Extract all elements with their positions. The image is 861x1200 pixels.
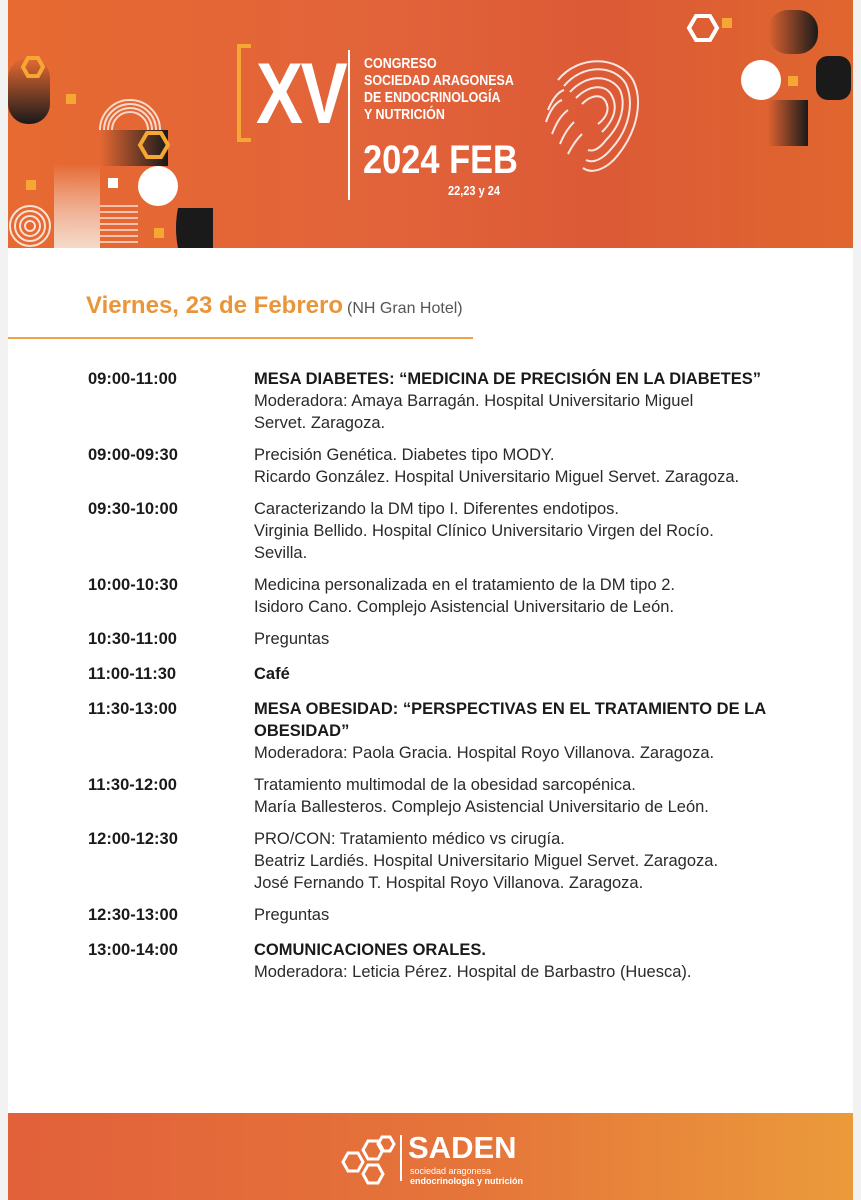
logo-name: SADEN (408, 1130, 517, 1165)
session-details (254, 663, 828, 685)
session-time: 11:30-12:00 (88, 776, 177, 794)
session-title: MESA DIABETES: “MEDICINA DE PRECISIÓN EN LA DIABETES” (254, 370, 761, 388)
fingerprint-map-graphic (538, 50, 648, 180)
day-heading (86, 292, 463, 320)
session-title: Caracterizando la DM tipo I. Diferentes endotipos. (254, 500, 620, 518)
session-details (254, 904, 828, 926)
heading-divider (8, 337, 473, 339)
session-details (254, 939, 828, 983)
schedule-row (88, 904, 828, 926)
decorative-pattern-left (8, 0, 228, 248)
venue: (NH Gran Hotel) (347, 300, 463, 317)
session-speaker-line: Moderadora: Leticia Pérez. Hospital de Barbastro (Huesca). (254, 963, 692, 981)
session-title: Preguntas (254, 630, 330, 648)
congress-title-line: DE ENDOCRINOLOGÍA (364, 90, 501, 106)
schedule-row (88, 368, 828, 434)
session-details (254, 368, 828, 434)
day-title: Viernes, 23 de Febrero (86, 292, 344, 319)
session-time: 11:30-13:00 (88, 700, 177, 718)
congress-title-line: SOCIEDAD ARAGONESA (364, 73, 514, 89)
footer-banner (8, 1113, 853, 1200)
schedule-row (88, 574, 828, 618)
session-time: 09:00-09:30 (88, 446, 178, 464)
session-title: COMUNICACIONES ORALES. (254, 941, 486, 959)
session-details (254, 444, 828, 488)
congress-banner (8, 0, 853, 248)
session-time: 12:00-12:30 (88, 830, 178, 848)
program-page (8, 0, 853, 1200)
logo-subtitle-2: endocrinología y nutrición (410, 1176, 524, 1186)
session-title: Precisión Genética. Diabetes tipo MODY. (254, 446, 555, 464)
session-time: 09:30-10:00 (88, 500, 178, 518)
session-title: Café (254, 665, 290, 683)
session-time: 13:00-14:00 (88, 941, 178, 959)
session-speaker-line: Isidoro Cano. Complejo Asistencial Universitario de León. (254, 598, 675, 616)
session-speaker-line: Virginia Bellido. Hospital Clínico Universitario Virgen del Rocío. (254, 522, 714, 540)
edition-bracket (237, 44, 251, 142)
session-time: 10:30-11:00 (88, 630, 177, 648)
edition-number: XV (256, 46, 346, 142)
session-time: 12:30-13:00 (88, 906, 178, 924)
session-title: Medicina personalizada en el tratamiento de la DM tipo 2. (254, 576, 675, 594)
congress-dates: 22,23 y 24 (448, 184, 501, 198)
session-details (254, 774, 828, 818)
session-speaker-line: Sevilla. (254, 544, 308, 562)
logo-divider (400, 1135, 402, 1181)
session-speaker-line: Ricardo González. Hospital Universitario Miguel Servet. Zaragoza. (254, 468, 740, 486)
congress-title-line: Y NUTRICIÓN (364, 107, 445, 123)
session-time: 11:00-11:30 (88, 665, 177, 683)
hexagon-molecule-icon (338, 1133, 398, 1185)
schedule-row (88, 698, 828, 764)
congress-title-line: CONGRESO (364, 56, 437, 72)
session-speaker-line: María Ballesteros. Complejo Asistencial Universitario de León. (254, 798, 709, 816)
session-title-continued: OBESIDAD” (254, 722, 350, 740)
session-time: 10:00-10:30 (88, 576, 178, 594)
session-details (254, 828, 828, 894)
schedule-table (88, 368, 828, 983)
schedule-row (88, 444, 828, 488)
session-speaker-line: José Fernando T. Hospital Royo Villanova. Zaragoza. (254, 874, 644, 892)
congress-title (364, 56, 514, 124)
session-title: Preguntas (254, 906, 330, 924)
session-details (254, 698, 828, 764)
schedule-row (88, 498, 828, 564)
session-title: Tratamiento multimodal de la obesidad sarcopénica. (254, 776, 636, 794)
session-speaker-line: Beatriz Lardiés. Hospital Universitario Miguel Servet. Zaragoza. (254, 852, 719, 870)
logo-subtitle-1: sociedad aragonesa (410, 1166, 492, 1176)
schedule-row (88, 628, 828, 650)
session-time: 09:00-11:00 (88, 370, 177, 388)
session-speaker-line: Servet. Zaragoza. (254, 414, 386, 432)
schedule-row (88, 663, 828, 685)
session-speaker-line: Moderadora: Amaya Barragán. Hospital Universitario Miguel (254, 392, 694, 410)
session-speaker-line: Moderadora: Paola Gracia. Hospital Royo Villanova. Zaragoza. (254, 744, 715, 762)
schedule-row (88, 774, 828, 818)
session-title: MESA OBESIDAD: “PERSPECTIVAS EN EL TRATAMIENTO DE LA (254, 700, 767, 718)
schedule-row (88, 939, 828, 983)
congress-year-month: 2024 FEB (363, 138, 518, 182)
session-title: PRO/CON: Tratamiento médico vs cirugía. (254, 830, 565, 848)
session-details (254, 498, 828, 564)
schedule-row (88, 828, 828, 894)
session-details (254, 628, 828, 650)
title-divider (348, 50, 350, 200)
saden-logo (338, 1131, 538, 1187)
decorative-pattern-right (658, 0, 853, 248)
session-details (254, 574, 828, 618)
